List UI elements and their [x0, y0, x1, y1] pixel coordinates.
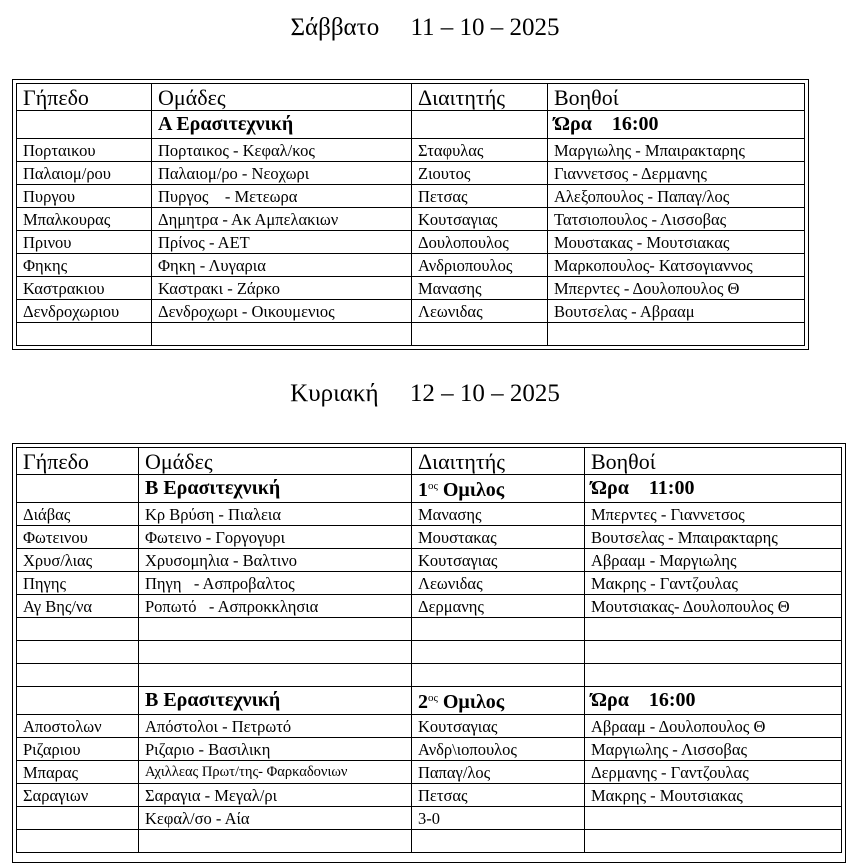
table-row — [17, 277, 805, 300]
venue-cell: Πηγης — [17, 572, 139, 595]
empty-row — [17, 618, 842, 641]
sunday-schedule-table — [12, 443, 846, 863]
table-row — [17, 254, 805, 277]
teams-cell: Σαραγια - Μεγαλ/ρι — [139, 784, 412, 807]
teams-cell: Καστρακι - Ζάρκο — [152, 277, 412, 300]
venue-cell: Αποστολων — [17, 715, 139, 738]
teams-cell: Δημητρα - Ακ Αμπελακιων — [152, 208, 412, 231]
table-row — [17, 162, 805, 185]
empty-row — [17, 830, 842, 853]
assistants-cell: Μπερντες - Δουλοπουλος Θ — [548, 277, 805, 300]
venue-cell — [17, 807, 139, 830]
teams-cell: Κρ Βρύση - Πιαλεια — [139, 503, 412, 526]
header-referee: Διαιτητής — [412, 448, 585, 475]
assistants-cell: Αβρααμ - Μαργιωλης — [585, 549, 842, 572]
table-row — [17, 300, 805, 323]
assistants-cell: Τατσιοπουλος - Λισσοβας — [548, 208, 805, 231]
assistants-cell: Μαργιωλης - Λισσοβας — [585, 738, 842, 761]
section-label: Α Ερασιτεχνική — [152, 111, 412, 139]
table-row — [17, 503, 842, 526]
empty-row — [17, 641, 842, 664]
referee-cell: Ζιουτος — [412, 162, 548, 185]
assistants-cell: Αβρααμ - Δουλοπουλος Θ — [585, 715, 842, 738]
venue-cell: Φηκης — [17, 254, 152, 277]
table-row — [17, 572, 842, 595]
table-row — [17, 526, 842, 549]
score-cell: 3-0 — [412, 807, 585, 830]
saturday-date-title: Σάββατο 11 – 10 – 2025 — [290, 14, 560, 41]
venue-cell: Πορταικου — [17, 139, 152, 162]
referee-cell: Δουλοπουλος — [412, 231, 548, 254]
teams-cell: Αχιλλεας Πρωτ/της- Φαρκαδονιων — [139, 761, 412, 784]
assistants-cell: Μουστακας - Μουτσιακας — [548, 231, 805, 254]
venue-cell: Πυργου — [17, 185, 152, 208]
teams-cell: Απόστολοι - Πετρωτό — [139, 715, 412, 738]
referee-cell: Κουτσαγιας — [412, 549, 585, 572]
venue-cell: Αγ Βης/να — [17, 595, 139, 618]
assistants-cell: Μακρης - Μουτσιακας — [585, 784, 842, 807]
assistants-cell: Μουτσιακας- Δουλοπουλος Θ — [585, 595, 842, 618]
group-label: $1^{o\varsigma}$ Ομιλος — [412, 475, 585, 503]
header-teams: Ομάδες — [152, 84, 412, 111]
assistants-cell — [585, 807, 842, 830]
assistants-cell: Δερμανης - Γαντζουλας — [585, 761, 842, 784]
venue-cell: Μπαρας — [17, 761, 139, 784]
teams-cell: Πηγη - Ασπροβαλτος — [139, 572, 412, 595]
assistants-cell: Βουτσελας - Αβρααμ — [548, 300, 805, 323]
section-row — [17, 111, 805, 139]
header-row — [17, 84, 805, 111]
teams-cell: Δενδροχωρι - Οικουμενιος — [152, 300, 412, 323]
header-row — [17, 448, 842, 475]
teams-cell: Πρίνος - ΑΕΤ — [152, 231, 412, 254]
venue-cell: Χρυσ/λιας — [17, 549, 139, 572]
assistants-cell: Βουτσελας - Μπαιρακταρης — [585, 526, 842, 549]
referee-cell: Πετσας — [412, 185, 548, 208]
teams-cell: Φωτεινο - Γοργογυρι — [139, 526, 412, 549]
venue-cell: Ριζαριου — [17, 738, 139, 761]
referee-cell: Κουτσαγιας — [412, 208, 548, 231]
table-row — [17, 715, 842, 738]
sunday-date-title: Κυριακή 12 – 10 – 2025 — [290, 380, 560, 407]
teams-cell: Κεφαλ/σο - Αία — [139, 807, 412, 830]
assistants-cell: Μαργιωλης - Μπαιρακταρης — [548, 139, 805, 162]
table-row — [17, 738, 842, 761]
table-row — [17, 807, 842, 830]
referee-cell: Παπαγ/λος — [412, 761, 585, 784]
teams-cell: Παλαιομ/ρο - Νεοχωρι — [152, 162, 412, 185]
referee-cell: Μανασης — [412, 277, 548, 300]
table-row — [17, 185, 805, 208]
empty-row — [17, 664, 842, 687]
referee-cell: Σταφυλας — [412, 139, 548, 162]
teams-cell: Ροπωτό - Ασπροκκλησια — [139, 595, 412, 618]
table-row — [17, 208, 805, 231]
header-venue: Γήπεδο — [17, 448, 139, 475]
teams-cell: Ριζαριο - Βασιλικη — [139, 738, 412, 761]
venue-cell: Σαραγιων — [17, 784, 139, 807]
referee-cell: Λεωνιδας — [412, 572, 585, 595]
saturday-schedule-table — [12, 79, 809, 350]
venue-cell: Δενδροχωριου — [17, 300, 152, 323]
empty-row — [17, 323, 805, 346]
table-row — [17, 231, 805, 254]
header-assistants: Βοηθοί — [548, 84, 805, 111]
referee-cell: Πετσας — [412, 784, 585, 807]
teams-cell: Χρυσομηλια - Βαλτινο — [139, 549, 412, 572]
assistants-cell: Αλεξοπουλος - Παπαγ/λος — [548, 185, 805, 208]
venue-cell: Διάβας — [17, 503, 139, 526]
referee-cell: Ανδριοπουλος — [412, 254, 548, 277]
table-row — [17, 784, 842, 807]
header-venue: Γήπεδο — [17, 84, 152, 111]
table-row — [17, 595, 842, 618]
table-row — [17, 549, 842, 572]
section-time: Ώρα 16:00 — [548, 111, 805, 139]
header-referee: Διαιτητής — [412, 84, 548, 111]
venue-cell: Καστρακιου — [17, 277, 152, 300]
section-label: Β Ερασιτεχνική — [139, 475, 412, 503]
teams-cell: Πορταικος - Κεφαλ/κος — [152, 139, 412, 162]
venue-cell: Πρινου — [17, 231, 152, 254]
referee-cell: Κουτσαγιας — [412, 715, 585, 738]
referee-cell: Μανασης — [412, 503, 585, 526]
referee-cell: Μουστακας — [412, 526, 585, 549]
section-time: Ώρα 16:00 — [585, 687, 842, 715]
assistants-cell: Μακρης - Γαντζουλας — [585, 572, 842, 595]
referee-cell: Ανδρ\ιοπουλος — [412, 738, 585, 761]
teams-cell: Φηκη - Λυγαρια — [152, 254, 412, 277]
header-teams: Ομάδες — [139, 448, 412, 475]
teams-cell: Πυργος - Μετεωρα — [152, 185, 412, 208]
table-row — [17, 761, 842, 784]
referee-cell: Δερμανης — [412, 595, 585, 618]
assistants-cell: Γιαννετσος - Δερμανης — [548, 162, 805, 185]
table-row — [17, 139, 805, 162]
venue-cell: Φωτεινου — [17, 526, 139, 549]
group-label: $2^{o\varsigma}$ Ομιλος — [412, 687, 585, 715]
assistants-cell: Μπερντες - Γιαννετσος — [585, 503, 842, 526]
section-label: Β Ερασιτεχνική — [139, 687, 412, 715]
venue-cell: Μπαλκουρας — [17, 208, 152, 231]
referee-cell: Λεωνιδας — [412, 300, 548, 323]
section-row-group-1 — [17, 475, 842, 503]
section-row-group-2 — [17, 687, 842, 715]
venue-cell: Παλαιομ/ρου — [17, 162, 152, 185]
section-time: Ώρα 11:00 — [585, 475, 842, 503]
header-assistants: Βοηθοί — [585, 448, 842, 475]
assistants-cell: Μαρκοπουλος- Κατσογιαννος — [548, 254, 805, 277]
